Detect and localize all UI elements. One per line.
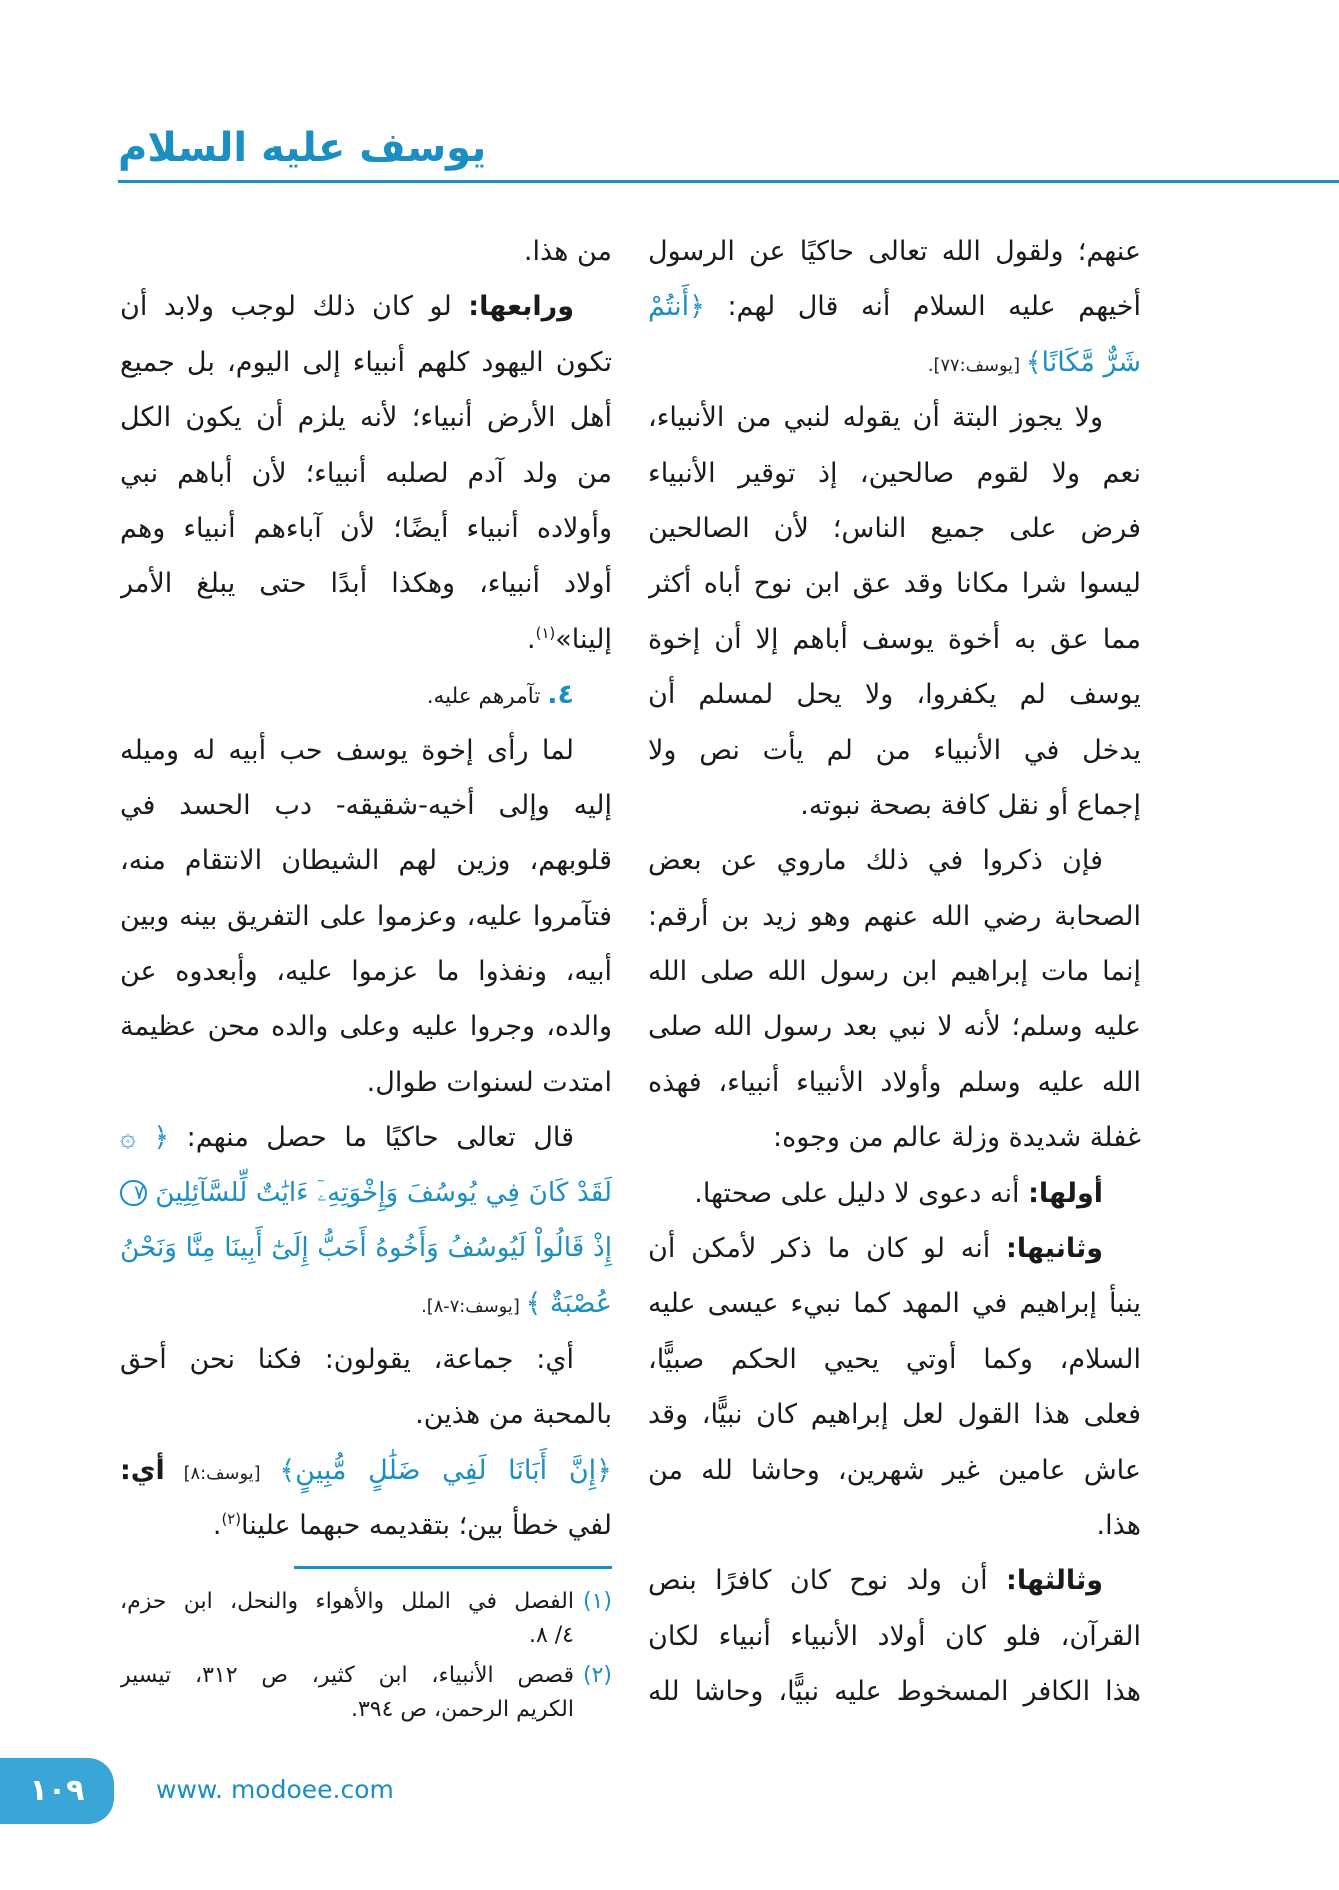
line-text: ليسوا شرا مكانا وقد عق ابن نوح أباه أكثر [648, 568, 1141, 600]
website-link[interactable]: www. modoee.com [156, 1775, 394, 1804]
line-content [120, 458, 612, 489]
line-content [120, 347, 612, 378]
line-text: الله عليه وسلم وأولاد الأنبياء أنبياء، فهذه [648, 1066, 1141, 1098]
line-content [120, 735, 574, 766]
text-line [120, 833, 612, 888]
point-label: وثالثها: [1006, 1565, 1103, 1597]
line-content [120, 956, 612, 987]
text-line [648, 501, 1141, 556]
line-text: إليه وإلى أخيه-شقيقه- دب الحسد في [120, 789, 612, 821]
line-content [694, 1178, 1103, 1209]
line-text: أن ولد نوح كان كافرًا بنص [648, 1565, 1007, 1597]
text-line [120, 612, 612, 667]
line-text: هذا. [1096, 1509, 1141, 1541]
line-text: مما عق به أخوة يوسف أباهم إلا أن إخوة [648, 623, 1141, 655]
section-title: تآمرهم عليه. [426, 684, 548, 710]
line-content [648, 1233, 1103, 1264]
text-line [120, 1387, 612, 1442]
quran-opening-ornament: ﴿ ۞ [120, 1122, 170, 1154]
text-line [648, 1609, 1141, 1664]
line-text: من ولد آدم لصلبه أنبياء؛ لأن أباهم نبي [120, 457, 612, 489]
line-content [527, 624, 612, 655]
line-text: قال تعالى حاكيًا ما حصل منهم: [169, 1122, 574, 1154]
footnote-separator [294, 1566, 612, 1569]
line-text: أهل الأرض أنبياء؛ لأنه يلزم أن يكون الكل [120, 402, 612, 434]
text-line [648, 1443, 1141, 1498]
line-content [120, 1122, 574, 1153]
text-line [648, 1110, 1141, 1165]
line-content [351, 1697, 574, 1722]
line-content [529, 1623, 574, 1648]
line-content [648, 568, 1141, 599]
line-text: نعم ولا لقوم صالحين، إذ توقير الأنبياء [648, 457, 1141, 489]
line-content [648, 402, 1103, 433]
line-content [648, 513, 1141, 544]
text-line [648, 1553, 1141, 1608]
line-text: أولاد أنبياء، وهكذا أبدًا حتى يبلغ الأمر [120, 568, 612, 600]
text-line [120, 279, 612, 334]
line-content [648, 735, 1141, 766]
line-text: وأولاده أنبياء أيضًا؛ لأن آباءهم أنبياء وهم [120, 512, 612, 544]
line-text: . [527, 623, 536, 655]
line-content [773, 1122, 1141, 1153]
page-number: ١٠٩ [29, 1773, 85, 1808]
line-text: أبيه، ونفذوا ما عزموا عليه، وأبعدوه عن [120, 956, 612, 988]
line-content [120, 901, 612, 932]
line-text: أي: جماعة، يقولون: فكنا نحن أحق [120, 1343, 574, 1375]
line-content [648, 956, 1141, 987]
text-line [648, 224, 1141, 279]
text-line [120, 723, 612, 778]
text-line [120, 1498, 612, 1553]
line-text: والده، وجروا عليه وعلى والده محن عظيمة [120, 1011, 612, 1043]
line-content [427, 679, 574, 710]
footnote-text [120, 1659, 574, 1727]
text-line [120, 889, 612, 944]
line-text: ٤/ ٨. [528, 1623, 574, 1648]
line-content [120, 1663, 574, 1688]
line-text: عنهم؛ ولقول الله تعالى حاكيًا عن الرسول [648, 236, 1141, 267]
line-content [120, 1589, 574, 1614]
text-line [648, 889, 1141, 944]
line-content [648, 679, 1141, 710]
text-line [648, 1498, 1141, 1553]
line-text: أنه دعوى لا دليل على صحتها. [694, 1177, 1029, 1209]
text-line [648, 612, 1141, 667]
text-line [648, 723, 1141, 778]
text-line [120, 390, 612, 445]
line-content [120, 1233, 612, 1263]
line-text: لما رأى إخوة يوسف حب أبيه له وميله [120, 734, 574, 766]
quran-verse: عُصْبَةٌ ﴾ [525, 1288, 612, 1320]
line-content [120, 845, 612, 876]
footnote-line [120, 1693, 574, 1727]
verse-citation: [يوسف:٧٧]. [927, 354, 1026, 376]
quran-line [120, 1221, 612, 1276]
line-text: عاش عامين غير شهرين، وحاشا لله من [648, 1454, 1141, 1486]
footnote-text [120, 1585, 574, 1653]
verse-citation: [يوسف:٨] [164, 1462, 280, 1484]
line-text: ينبأ إبراهيم في المهد كما نبيء عيسى عليه [648, 1288, 1141, 1320]
line-text: إنما مات إبراهيم ابن رسول الله صلى الله [648, 956, 1141, 988]
line-text: فتآمروا عليه، وعزموا على التفريق بينه وبين [120, 900, 612, 932]
footnote-ref[interactable]: (٢) [221, 1509, 242, 1528]
line-text: أنه لو كان ما ذكر لأمكن أن [648, 1233, 1007, 1265]
line-text: لو كان ذلك لوجب ولابد أن [120, 291, 469, 323]
line-text: امتدت لسنوات طوال. [366, 1066, 612, 1098]
line-text: الفصل في الملل والأهواء والنحل، ابن حزم، [120, 1589, 574, 1614]
line-content [800, 790, 1141, 821]
line-text: إجماع أو نقل كافة بصحة نبوته. [800, 789, 1141, 821]
text-line [120, 556, 612, 611]
line-content [120, 513, 612, 544]
line-content [648, 1399, 1141, 1430]
footnote-line [120, 1619, 574, 1653]
line-content [648, 1455, 1141, 1486]
text-line [648, 279, 1141, 334]
text-line [648, 1387, 1141, 1442]
line-content [213, 1510, 612, 1541]
line-content [421, 1288, 612, 1319]
line-content [120, 291, 574, 322]
text-line [648, 1166, 1141, 1221]
text-line [648, 390, 1141, 445]
quran-line [120, 1276, 612, 1331]
line-content [415, 1399, 612, 1430]
footnote-number: (١) [582, 1589, 612, 1614]
text-line [648, 944, 1141, 999]
line-text: السلام، وكما أوتي يحيي الحكم صبيًّا، [648, 1343, 1141, 1375]
section-number: ٤. [547, 679, 574, 711]
footnote-line [120, 1585, 574, 1619]
line-content [120, 790, 612, 821]
text-line [120, 1055, 612, 1110]
section-heading [120, 667, 612, 722]
quran-verse: إِذْ قَالُواْ لَيُوسُفُ وَأَخُوهُ أَحَبُّ إِلَىٰٓ أَبِينَا مِنَّا وَنَحْنُ [120, 1233, 612, 1264]
line-content [648, 845, 1103, 876]
text-line [648, 999, 1141, 1054]
verse-citation: [يوسف:٧-٨]. [421, 1296, 526, 1318]
line-text: الكريم الرحمن، ص ٣٩٤. [350, 1697, 574, 1722]
text-line [120, 944, 612, 999]
line-text: لفي خطأ بين؛ بتقديمه حبهما علينا [241, 1509, 612, 1541]
line-text: عليه وسلم؛ لأنه لا نبي بعد رسول الله صلى [648, 1011, 1141, 1043]
line-content [648, 1288, 1141, 1319]
line-content [648, 1565, 1103, 1596]
line-text: قصص الأنبياء، ابن كثير، ص ٣١٢، تيسير [120, 1663, 574, 1688]
quran-line [120, 1443, 612, 1498]
text-line [120, 335, 612, 390]
ayah-number-icon: ٧ [120, 1180, 147, 1207]
line-content [648, 291, 1141, 322]
footnote-line [120, 1659, 574, 1693]
line-content [648, 1676, 1141, 1707]
line-content [120, 402, 612, 433]
text-line [648, 556, 1141, 611]
footnote [120, 1585, 612, 1653]
line-text: القرآن، فلو كان أولاد الأنبياء أنبياء لكان [648, 1620, 1141, 1652]
quran-line [120, 1166, 612, 1221]
text-line [648, 1055, 1141, 1110]
chapter-title: يوسف عليه السلام [118, 125, 487, 171]
line-text: غفلة شديدة وزلة عالم من وجوه: [773, 1122, 1141, 1154]
line-content [648, 624, 1141, 655]
line-content [367, 1067, 612, 1098]
line-text: أخيهم عليه السلام أنه قال لهم: [704, 291, 1141, 323]
text-line [120, 1110, 612, 1165]
point-label: أولها: [1028, 1177, 1103, 1209]
line-text: فإن ذكروا في ذلك ماروي عن بعض [648, 845, 1103, 877]
text-line [120, 501, 612, 556]
line-content [120, 1344, 574, 1375]
line-text: قلوبهم، وزين لهم الشيطان الانتقام منه، [120, 845, 612, 877]
line-content [120, 1011, 612, 1042]
page-number-badge [0, 1758, 114, 1824]
line-content [1097, 1510, 1142, 1541]
quran-verse: ﴿أَنتُمْ [648, 291, 705, 323]
line-text: الصحابة رضي الله عنهم وهو زيد بن أرقم: [648, 900, 1141, 932]
line-content [524, 236, 612, 267]
line-text: من هذا. [523, 236, 612, 267]
line-content [120, 568, 612, 599]
text-line [648, 1664, 1141, 1719]
text-line [120, 1332, 612, 1387]
text-line [120, 446, 612, 501]
text-line [120, 999, 612, 1054]
line-content [648, 458, 1141, 489]
point-label: وثانيها: [1006, 1233, 1103, 1265]
line-text: ولا يجوز البتة أن يقوله لنبي من الأنبياء، [648, 402, 1103, 434]
line-content [928, 347, 1141, 378]
right-column [648, 224, 1141, 1720]
line-text: هذا الكافر المسخوط عليه نبيًّا، وحاشا لله [648, 1676, 1141, 1708]
line-content [648, 1067, 1141, 1098]
header-rule [118, 180, 1339, 183]
text-line [648, 778, 1141, 833]
text-line [648, 667, 1141, 722]
footnote [120, 1659, 612, 1727]
line-content [648, 236, 1141, 267]
text-line [648, 1221, 1141, 1276]
line-content [120, 1178, 612, 1208]
point-label: ورابعها: [468, 291, 574, 323]
line-text: . [212, 1509, 222, 1541]
line-text: يدخل في الأنبياء من لم يأت نص ولا [648, 734, 1141, 766]
line-content [648, 1621, 1141, 1652]
text-line [648, 446, 1141, 501]
text-line [648, 335, 1141, 390]
text-line [648, 1332, 1141, 1387]
quran-verse: شَرٌّ مَّكَانًا﴾ [1025, 346, 1141, 378]
line-text: بالمحبة من هذين. [415, 1399, 612, 1431]
text-line [648, 833, 1141, 888]
footnotes [120, 1585, 612, 1733]
line-text: تكون اليهود كلهم أنبياء إلى اليوم، بل جميع [120, 346, 612, 378]
line-content [120, 1455, 612, 1486]
text-line [648, 1276, 1141, 1331]
footnote-number: (٢) [582, 1663, 612, 1688]
text-line [120, 224, 612, 279]
footnote-ref[interactable]: (١) [535, 623, 556, 642]
quran-verse: لَقَدْ كَانَ فِي يُوسُفَ وَإِخْوَتِهِۦٓ ءَايَٰتٌ لِّلسَّآئِلِينَ [146, 1177, 612, 1208]
explanation-label: أي: [120, 1454, 165, 1486]
line-content [648, 1344, 1141, 1375]
line-content [648, 1011, 1141, 1042]
line-text: يوسف لم يكفروا، ولا يحل لمسلم أن [648, 679, 1141, 711]
text-line [120, 778, 612, 833]
line-content [648, 901, 1141, 932]
line-text: إلينا» [555, 623, 612, 655]
line-text: فعلى هذا القول لعل إبراهيم كان نبيًّا، وقد [648, 1399, 1141, 1431]
quran-verse: ﴿إِنَّ أَبَانَا لَفِي ضَلَٰلٍ مُّبِينٍ﴾ [279, 1454, 612, 1486]
line-text: فرض على جميع الناس؛ لأن الصالحين [648, 512, 1141, 544]
left-column [120, 224, 612, 1553]
